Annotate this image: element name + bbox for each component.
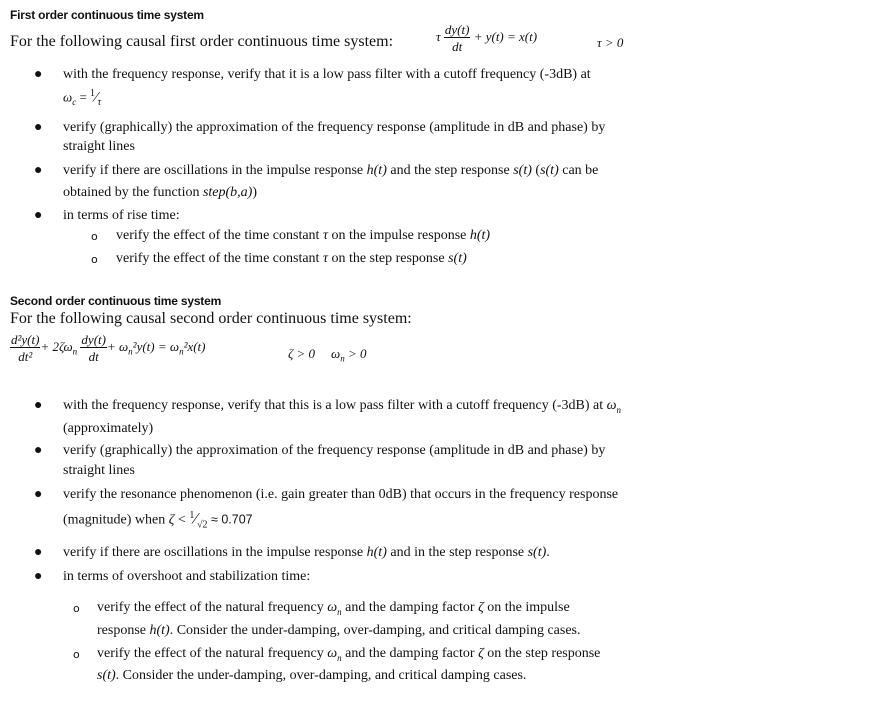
s2-sub-bullet-1-line1: verify the effect of the natural frequency $\omega_n$ and the damping factor ζ on the impulse — [97, 600, 570, 617]
zeta-symbol: ζ — [478, 600, 484, 615]
formula-den: τ — [97, 96, 102, 108]
s1-bullet-4: in terms of rise time: — [63, 208, 180, 223]
omega-symbol: ω — [606, 398, 617, 413]
s2-bullet-5: in terms of overshoot and stabilization time: — [63, 569, 311, 584]
var-s: s(t) — [448, 251, 467, 266]
bullet-icon: ● — [34, 163, 43, 178]
s1-bullet-3-line2: obtained by the function step(b,a)) — [63, 185, 258, 200]
section1-equation — [436, 23, 537, 53]
bullet-icon: ● — [34, 208, 43, 223]
bullet-icon: ● — [34, 120, 43, 135]
zeta-symbol: ζ — [478, 646, 484, 661]
eq-rest: + y(t) = x(t) — [473, 28, 538, 44]
s2-bullet-3-line2: (magnitude) when $\zeta < ^1⁄_{√2} \approx 0.707$ — [63, 510, 253, 531]
step-function: step(b,a) — [202, 185, 253, 200]
approx-value: ≈ 0.707 — [211, 512, 253, 527]
s2-bullet-1-line1: with the frequency response, verify that this is a low pass filter with a cutoff frequency (-3dB) at $\omega_n$ — [63, 398, 622, 415]
omega-sub: c — [72, 96, 77, 107]
var-s: s(t) — [527, 545, 547, 560]
eq2-condition-zeta: ζ > 0 — [288, 346, 316, 361]
s1-bullet-2-line2: straight lines — [63, 139, 135, 154]
s1-bullet-1-line1: with the frequency response, verify that it is a low pass filter with a cutoff frequency (-3dB) at — [63, 67, 591, 82]
eq2-fraction-2: $\frac{dy(t)}{dt}$ — [81, 332, 106, 364]
s1-bullet-2-line1: verify (graphically) the approximation of the frequency response (amplitude in dB and phase) by — [63, 120, 606, 135]
bullet-icon: ● — [34, 398, 43, 413]
eq2-fraction-1: $\frac{\text{d²y(t)}}{\text{dt²}}$ — [11, 332, 40, 364]
equals-sign: = — [79, 89, 87, 105]
eq-num: dy(t) — [444, 22, 470, 37]
bullet-icon: ● — [34, 443, 43, 458]
sub-bullet-icon: o — [91, 253, 98, 266]
s1-sub-bullet-1: verify the effect of the time constant τ on the impulse response h(t) — [116, 228, 491, 243]
eq-condition: τ > 0 — [597, 35, 624, 50]
bullet-icon: ● — [34, 487, 43, 502]
section2-equation: $\frac{\text{d²y(t)}}{\text{dt²}}$ + $2\zeta\omega_n$ $\frac{dy(t)}{dt}$ + $\omega_n^2y(t) = \omega_n^2x(t)$ — [11, 332, 206, 364]
eq-fraction — [444, 23, 471, 53]
var-s: s(t) — [97, 668, 116, 683]
s1-cutoff-formula: $\omega_c$ = $^1⁄_\tau$ — [63, 88, 102, 108]
sub-bullet-icon: o — [91, 230, 98, 243]
s2-bullet-3-line1: verify the resonance phenomenon (i.e. gain greater than 0dB) that occurs in the frequency response — [63, 487, 619, 502]
omega-symbol: ω — [327, 600, 338, 615]
var-h: h(t) — [149, 623, 170, 638]
section2-intro: For the following causal second order continuous time system: — [10, 310, 412, 327]
s2-bullet-2-line1: verify (graphically) the approximation of the frequency response (amplitude in dB and phase) by — [63, 443, 606, 458]
tau-symbol: τ — [322, 228, 328, 243]
section2-heading: Second order continuous time system — [10, 294, 222, 308]
var-h: h(t) — [366, 163, 387, 178]
eq-tau: τ — [436, 28, 441, 44]
zeta-symbol: ζ — [168, 512, 175, 528]
s2-bullet-2-line2: straight lines — [63, 463, 135, 478]
formula-num: 1 — [90, 88, 96, 99]
var-h: h(t) — [469, 228, 491, 243]
section1-intro: For the following causal first order continuous time system: — [10, 33, 394, 50]
s2-sub-bullet-2-line1: verify the effect of the natural frequency $\omega_n$ and the damping factor ζ on the step response — [97, 646, 601, 663]
s1-sub-bullet-2: verify the effect of the time constant τ on the step response s(t) — [116, 251, 467, 266]
s1-bullet-3-line1: verify if there are oscillations in the impulse response h(t) and the step response s(t) (s(t) can be — [63, 163, 599, 178]
s2-bullet-4: verify if there are oscillations in the impulse response h(t) and in the step response s(t). — [63, 545, 550, 560]
eq-den: dt — [452, 39, 463, 54]
var-s: s(t) — [513, 163, 532, 178]
bullet-icon: ● — [34, 67, 43, 82]
omega-symbol: ω — [63, 89, 73, 105]
s2-sub-bullet-1-line2: response h(t). Consider the under-damping, over-damping, and critical damping cases. — [97, 623, 581, 638]
bullet-icon: ● — [34, 545, 43, 560]
sub-bullet-icon: o — [73, 602, 80, 615]
s2-sub-bullet-2-line2: s(t). Consider the under-damping, over-damping, and critical damping cases. — [97, 668, 527, 683]
s2-bullet-1-line2: (approximately) — [63, 421, 154, 436]
bullet-icon: ● — [34, 569, 43, 584]
eq2-condition-omega: $\omega_n > 0$ — [331, 346, 367, 364]
var-s: s(t) — [540, 163, 559, 178]
var-h: h(t) — [366, 545, 387, 560]
section1-heading: First order continuous time system — [10, 8, 204, 22]
omega-symbol: ω — [327, 646, 338, 661]
tau-symbol: τ — [322, 251, 328, 266]
sub-bullet-icon: o — [73, 648, 80, 661]
